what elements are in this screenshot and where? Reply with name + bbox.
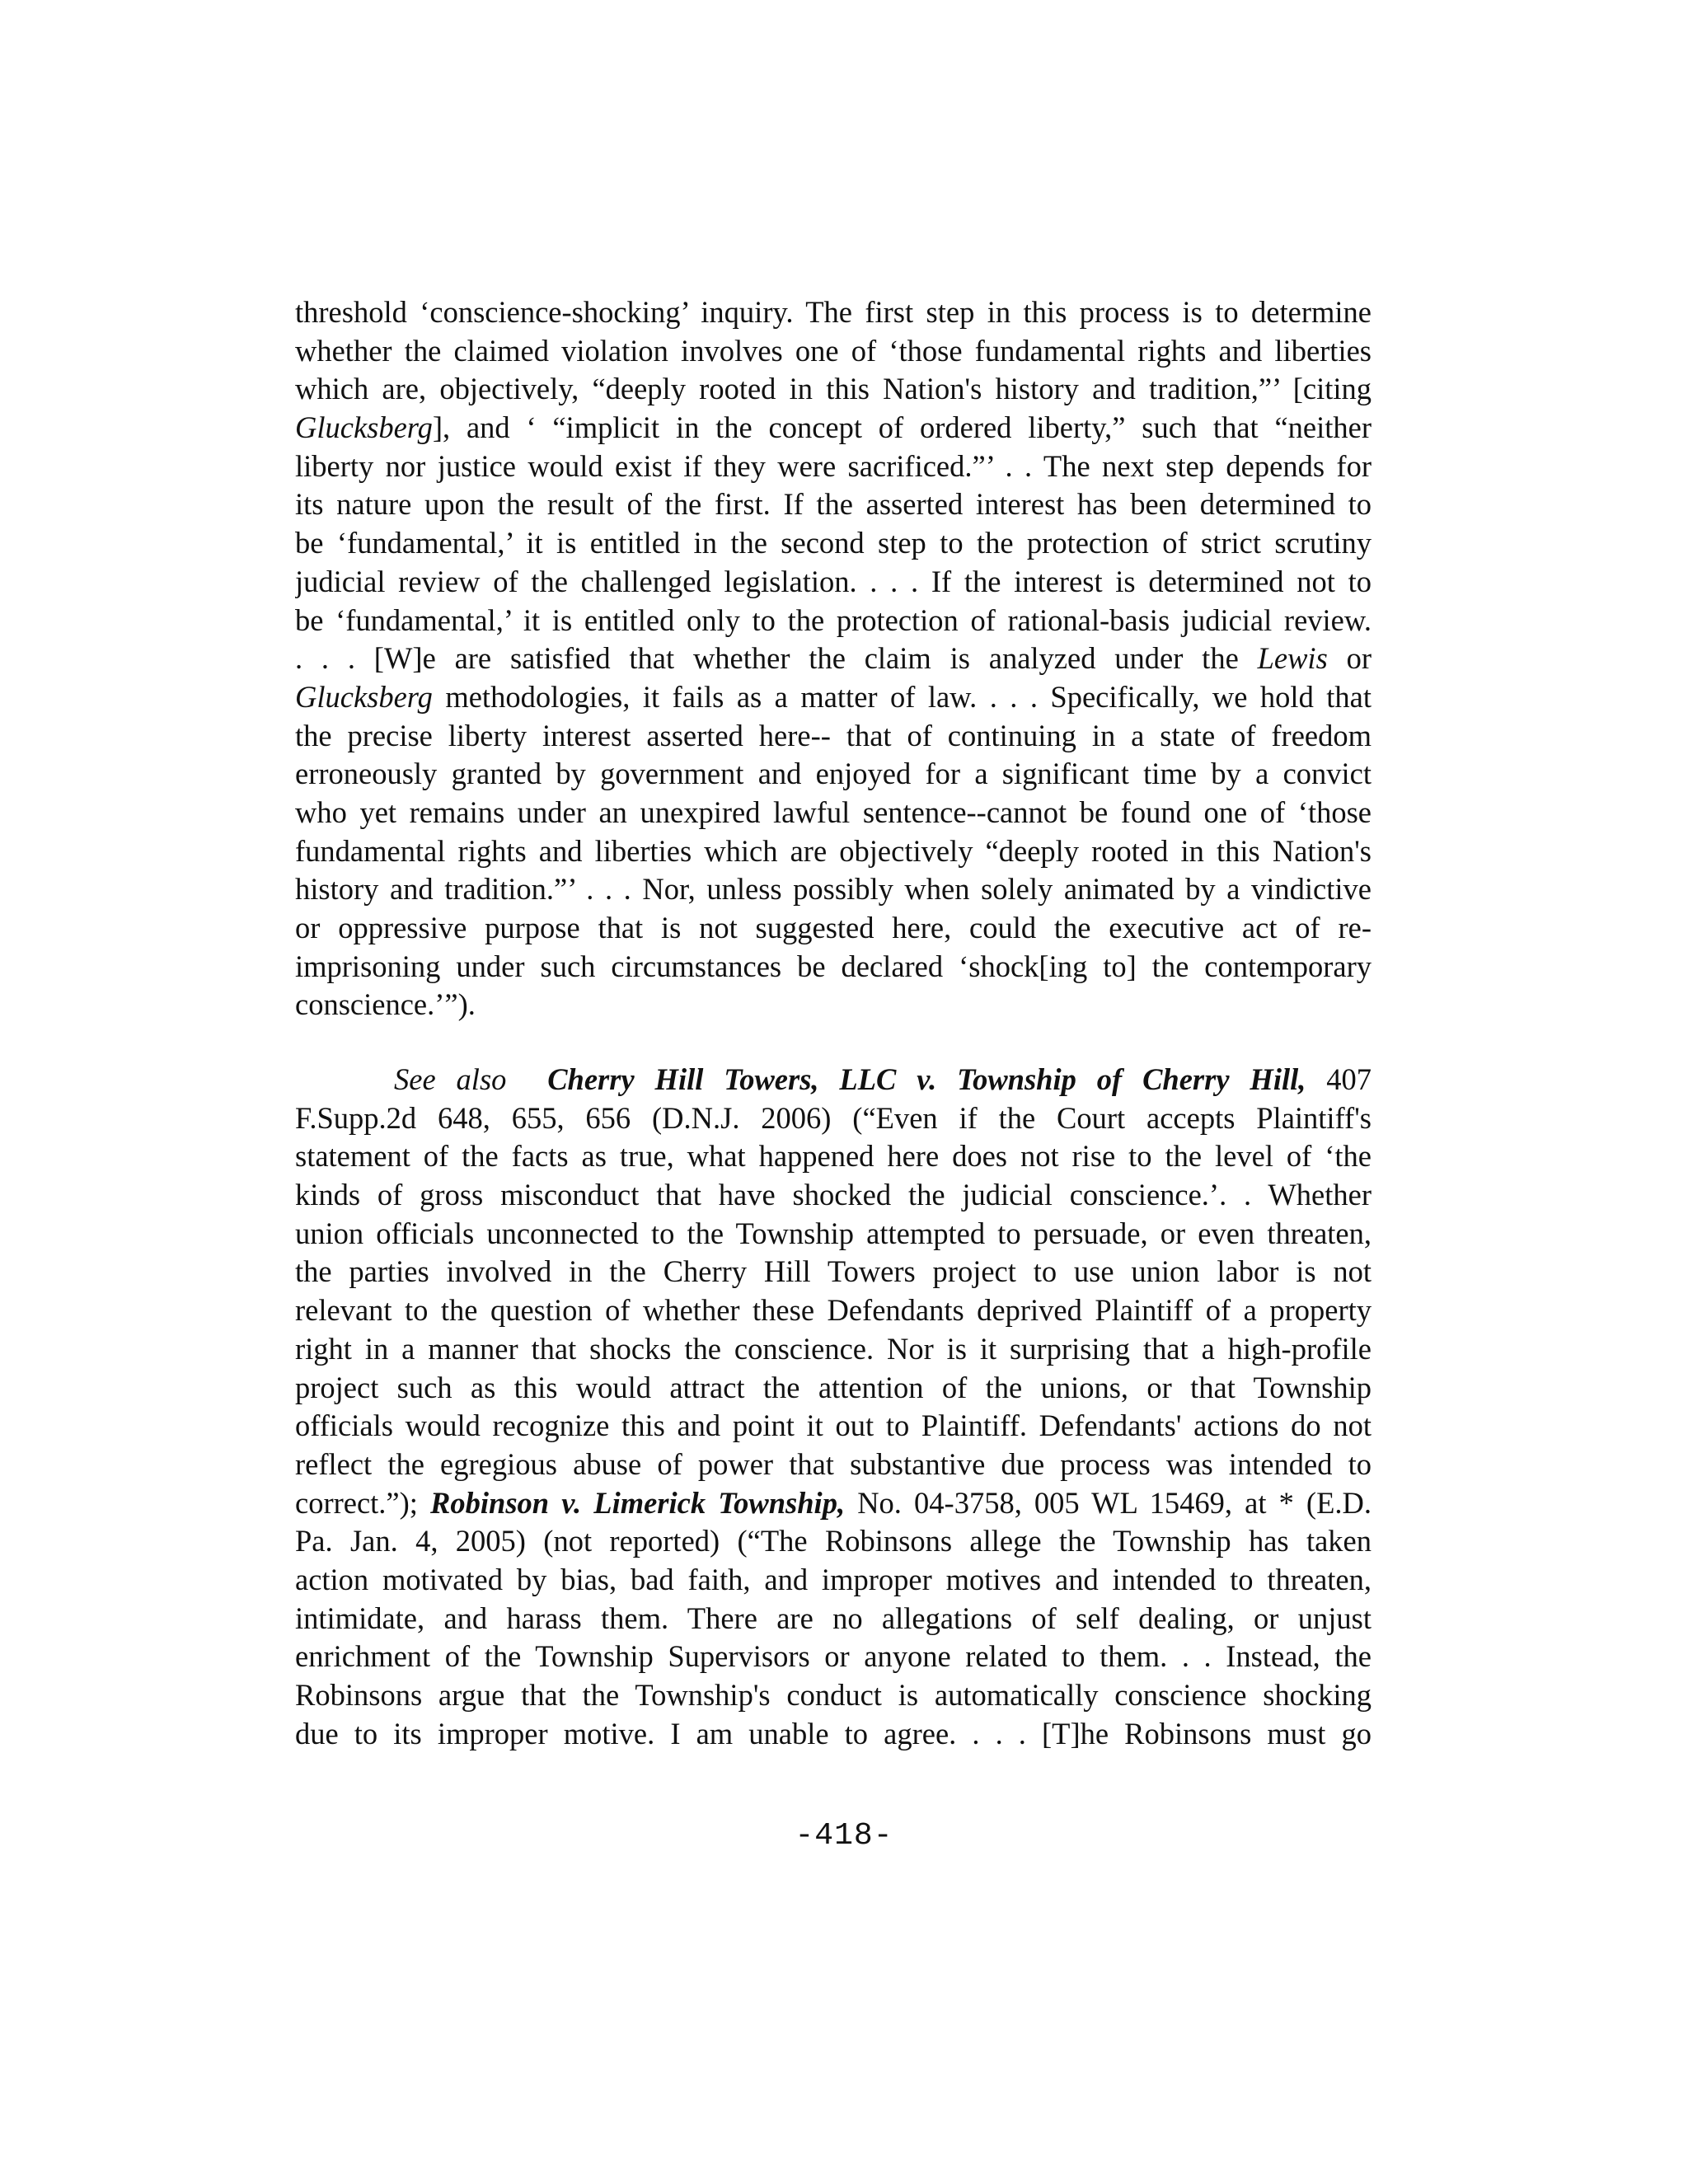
text-line: liberty nor justice would exist if they were sacrificed.”’ . . The next step depends for — [295, 448, 1372, 483]
text-line: kinds of gross misconduct that have shocked the judicial conscience.’. . Whether — [295, 1178, 1372, 1212]
text-line: Pa. Jan. 4, 2005) (not reported) (“The Robinsons allege the Township has taken — [295, 1524, 1372, 1558]
text-line: judicial review of the challenged legislation. . . . If the interest is determined not to — [295, 564, 1372, 598]
text-line: be ‘fundamental,’ it is entitled in the second step to the protection of strict scrutiny — [295, 526, 1372, 560]
text-line: due to its improper motive. I am unable to agree. . . . [T]he Robinsons must go — [295, 1716, 1372, 1750]
text-line — [295, 1484, 1372, 1523]
text-line: project such as this would attract the attention of the unions, or that Township — [295, 1370, 1372, 1404]
text-line: union officials unconnected to the Township attempted to persuade, or even threaten, — [295, 1216, 1372, 1250]
text-run: correct.”); — [295, 1485, 431, 1520]
text-line: fundamental rights and liberties which are objectively “deeply rooted in this Nation's — [295, 833, 1372, 868]
text-line: conscience.’”). — [295, 987, 476, 1022]
text-line: or oppressive purpose that is not suggested here, could the executive act of re- — [295, 911, 1372, 944]
page-number: -418- — [795, 1818, 893, 1854]
text-line: whether the claimed violation involves one of ‘those fundamental rights and liberties — [295, 333, 1372, 368]
text-line: be ‘fundamental,’ it is entitled only to the protection of rational-basis judicial review. — [295, 602, 1372, 637]
text-line: reflect the egregious abuse of power that substantive due process was intended to — [295, 1446, 1372, 1481]
text-run: or — [1327, 641, 1372, 676]
text-line — [295, 409, 1372, 448]
paragraph-1 — [295, 293, 1372, 1024]
case-name-italic: Glucksberg — [295, 679, 433, 714]
text-line: F.Supp.2d 648, 655, 656 (D.N.J. 2006) (“Even if the Court accepts Plaintiff's — [295, 1100, 1372, 1135]
text-line — [295, 1061, 1372, 1099]
case-name-bold-italic: Cherry Hill Towers, LLC v. Township of Cherry Hill, — [547, 1062, 1306, 1096]
text-line: which are, objectively, “deeply rooted in this Nation's history and tradition,”’ [citing — [295, 372, 1372, 406]
text-line: imprisoning under such circumstances be declared ‘shock[ing to] the contemporary — [295, 949, 1372, 983]
text-line: officials would recognize this and point it out to Plaintiff. Defendants' actions do not — [295, 1408, 1372, 1443]
text-line: its nature upon the result of the first. If the asserted interest has been determined to — [295, 487, 1372, 522]
text-line: relevant to the question of whether these Defendants deprived Plaintiff of a property — [295, 1293, 1372, 1328]
text-line: Robinsons argue that the Township's conduct is automatically conscience shocking — [295, 1678, 1372, 1712]
text-run: No. 04-3758, 005 WL 15469, at * (E.D. — [845, 1485, 1372, 1520]
text-line: intimidate, and harass them. There are no allegations of self dealing, or unjust — [295, 1601, 1372, 1635]
text-line: enrichment of the Township Supervisors or anyone related to them. . . Instead, the — [295, 1639, 1372, 1674]
text-line: the parties involved in the Cherry Hill Towers project to use union labor is not — [295, 1254, 1372, 1289]
text-run: methodologies, it fails as a matter of law. . . . Specifically, we hold that — [432, 679, 1372, 714]
text-run: 407 — [1306, 1062, 1372, 1096]
case-name-italic: Lewis — [1257, 641, 1328, 676]
text-line: threshold ‘conscience-shocking’ inquiry. The first step in this process is to determine — [295, 295, 1372, 329]
text-line: the precise liberty interest asserted here-- that of continuing in a state of freedom — [295, 718, 1372, 752]
signal-italic: See also — [394, 1062, 507, 1096]
text-run: ], and ‘ “implicit in the concept of ordered liberty,” such that “neither — [432, 410, 1372, 445]
text-line — [295, 678, 1372, 717]
text-line: right in a manner that shocks the conscience. Nor is it surprising that a high-profile — [295, 1331, 1372, 1366]
case-name-italic: Glucksberg — [295, 410, 433, 445]
case-name-bold-italic: Robinson v. Limerick Township, — [430, 1485, 846, 1520]
text-line: history and tradition.”’ . . . Nor, unless possibly when solely animated by a vindictive — [295, 872, 1372, 907]
text-line — [295, 640, 1372, 678]
paragraph-2 — [295, 1061, 1372, 1753]
text-run: . . . [W]e are satisfied that whether the claim is analyzed under the — [295, 641, 1258, 676]
text-line: who yet remains under an unexpired lawful sentence--cannot be found one of ‘those — [295, 794, 1372, 829]
text-line: statement of the facts as true, what happened here does not rise to the level of ‘the — [295, 1139, 1372, 1174]
text-line: erroneously granted by government and enjoyed for a significant time by a convict — [295, 757, 1372, 791]
text-line: action motivated by bias, bad faith, and improper motives and intended to threaten, — [295, 1562, 1372, 1596]
